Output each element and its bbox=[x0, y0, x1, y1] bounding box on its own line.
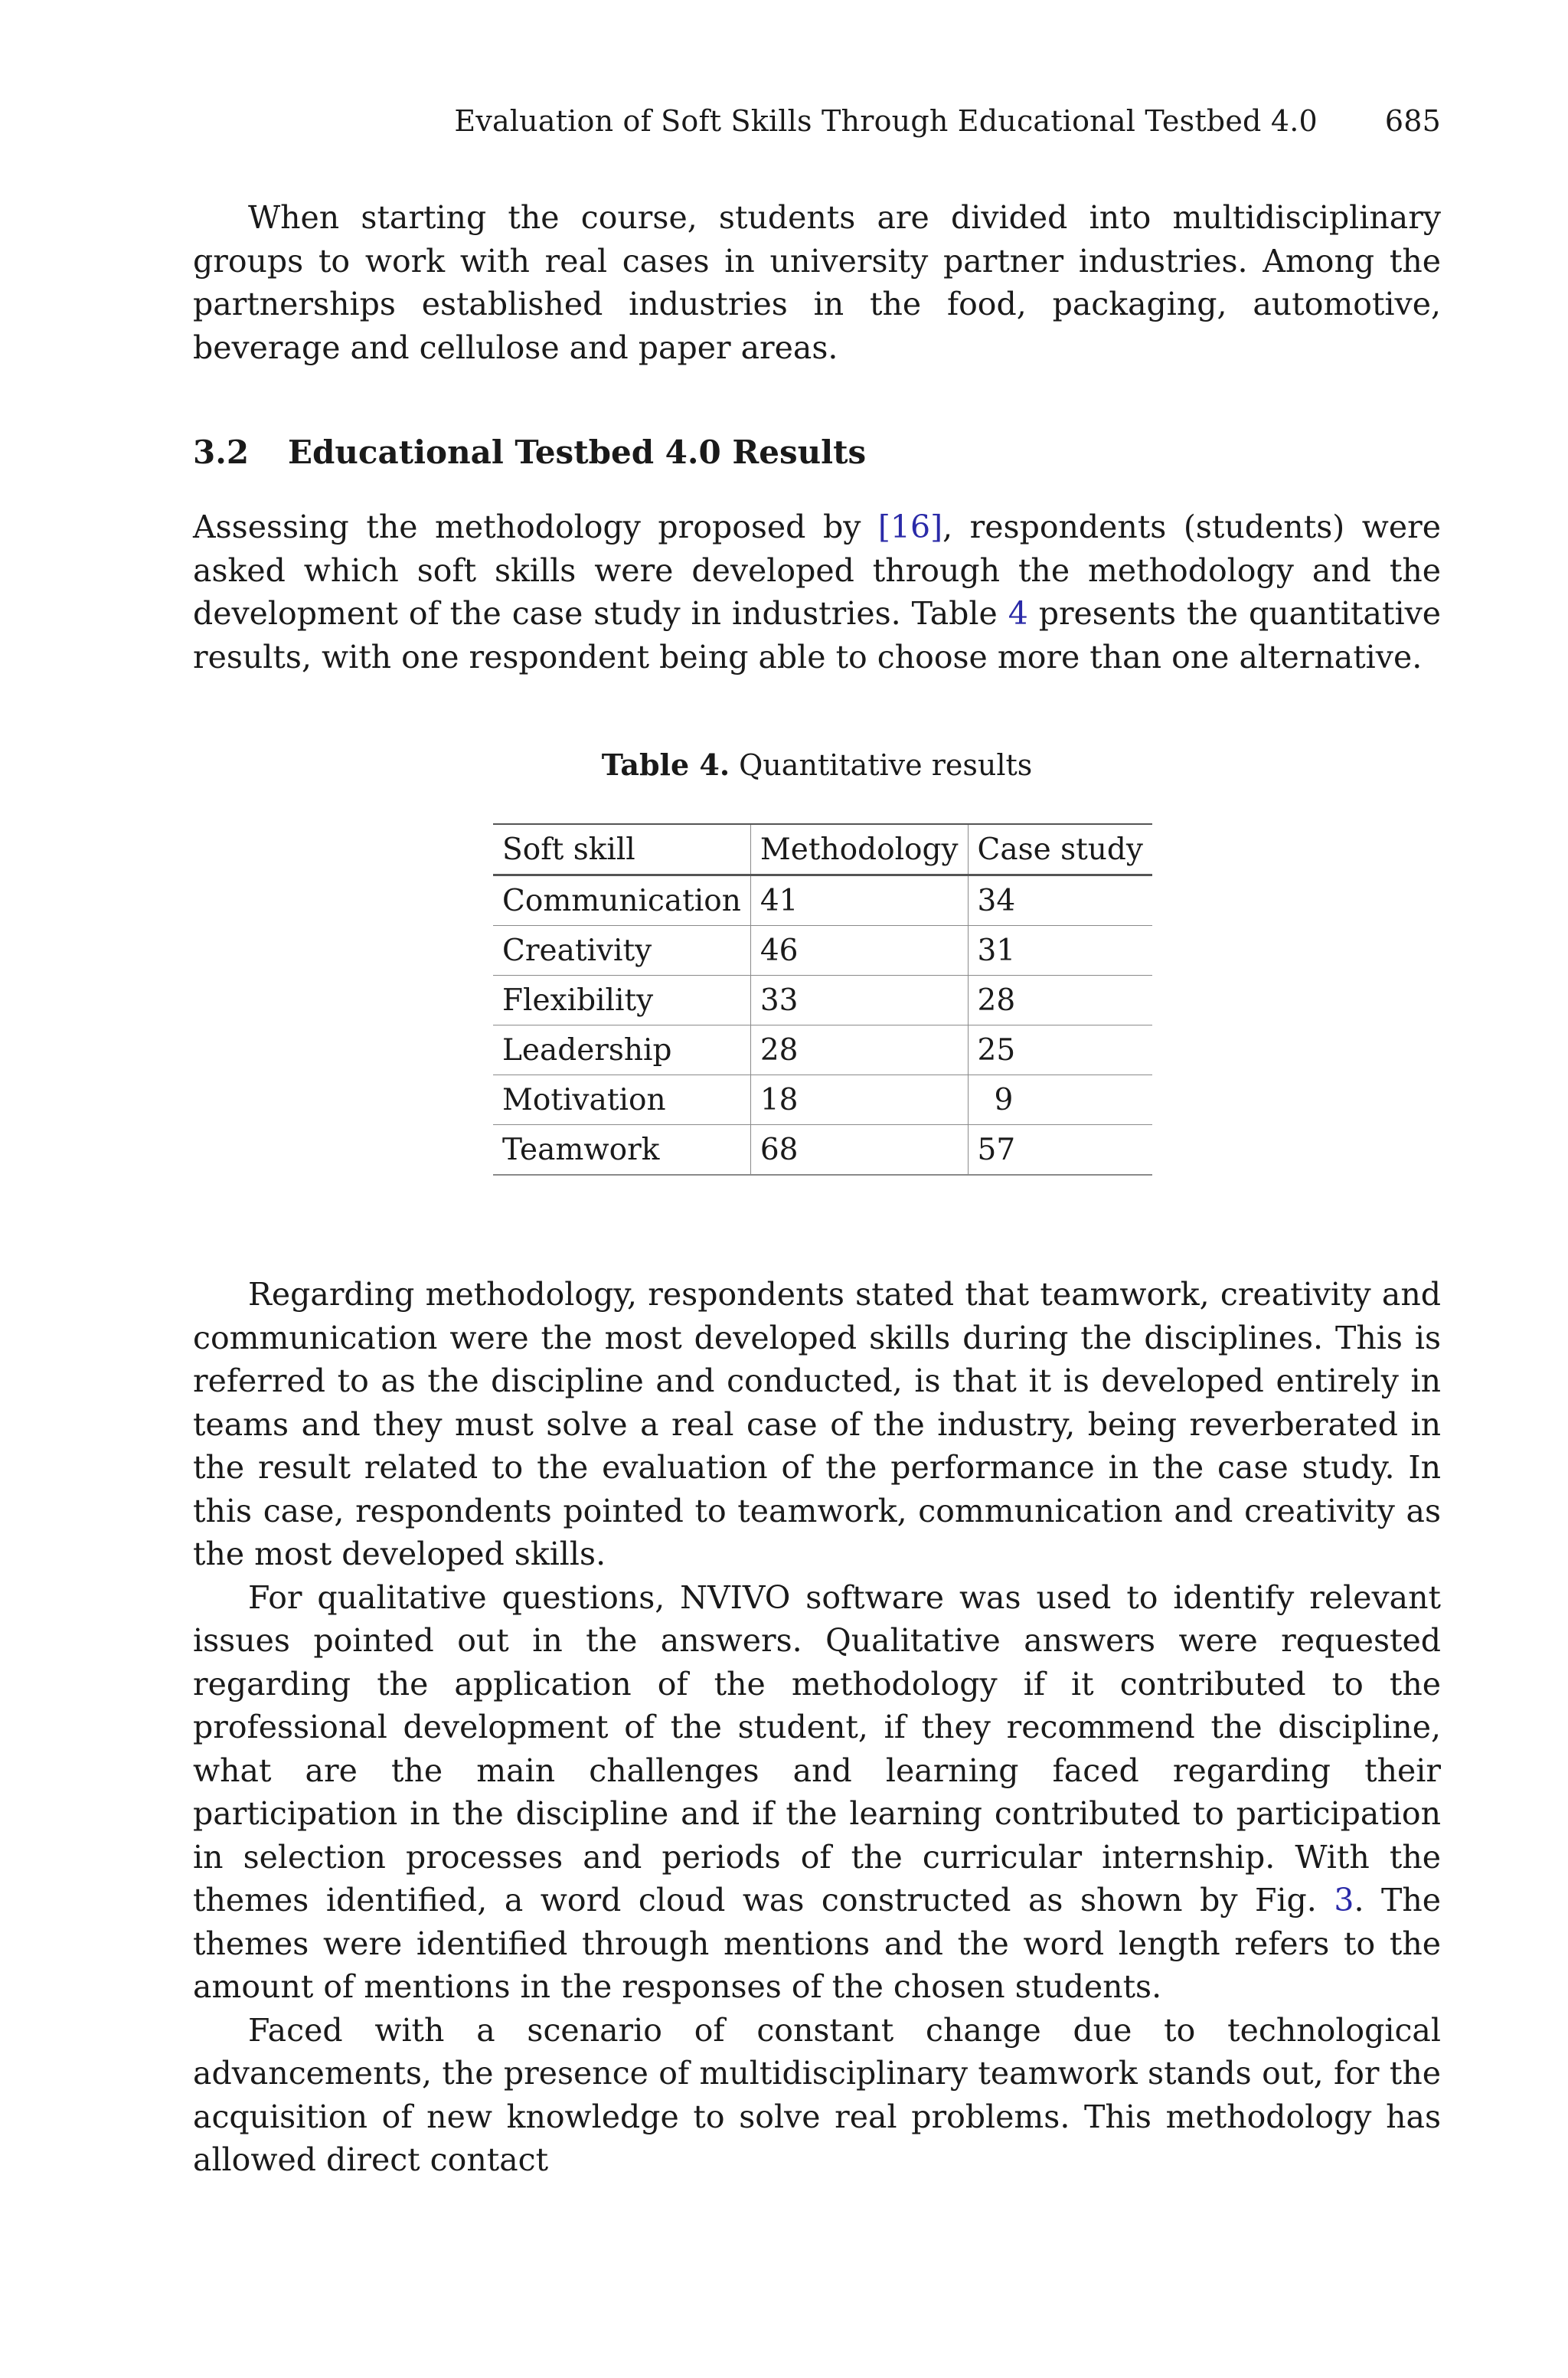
cell-skill: Leadership bbox=[493, 1025, 750, 1075]
section-title: Educational Testbed 4.0 Results bbox=[288, 433, 867, 471]
header-methodology: Methodology bbox=[750, 824, 968, 875]
cell-case-study: 28 bbox=[968, 976, 1152, 1025]
cell-skill: Motivation bbox=[493, 1075, 750, 1125]
cell-case-study: 25 bbox=[968, 1025, 1152, 1075]
figure-reference-link[interactable]: 3 bbox=[1334, 1882, 1354, 1918]
cell-methodology: 46 bbox=[750, 926, 968, 976]
citation-link[interactable]: [16] bbox=[877, 509, 943, 545]
body-paragraph-3: Faced with a scenario of constant change due to technological advancements, the presence of multidisciplinary teamwork stands out, for the acquisition of new knowledge to solve real problems. This methodology has allowed direct contact bbox=[193, 2011, 1441, 2178]
table-reference-link[interactable]: 4 bbox=[1008, 595, 1028, 632]
quantitative-results-table bbox=[493, 823, 1152, 1176]
table-caption-label: Table 4. bbox=[601, 747, 730, 782]
cell-methodology: 28 bbox=[750, 1025, 968, 1075]
cell-methodology: 18 bbox=[750, 1075, 968, 1125]
assess-text-3: presents the quantitative results, with one respondent being able to choose more than one alternative. bbox=[193, 595, 1441, 675]
body-paragraph-2 bbox=[193, 1576, 1441, 2009]
intro-paragraph: When starting the course, students are divided into multidisciplinary groups to work with real cases in university partner industries. Among the partnerships established industries in the food, packaging, automotive, beverage and cellulose and paper areas. bbox=[193, 199, 1441, 366]
body-p2-text-2: . The themes were identified through mentions and the word length refers to the amount of mentions in the responses of the chosen students. bbox=[193, 1882, 1441, 2005]
body-p2-text-1: For qualitative questions, NVIVO software was used to identify relevant issues pointed out in the answers. Qualitative answers were requested regarding the application of the methodology if it contributed to the professional development of the student, if they recommend the discipline, what are the main challenges and learning faced regarding their participation in the discipline and if the learning contributed to participation in selection processes and periods of the curricular internship. With the themes identified, a word cloud was constructed as shown by Fig. bbox=[193, 1578, 1441, 1918]
cell-skill: Teamwork bbox=[493, 1125, 750, 1176]
running-title: Evaluation of Soft Skills Through Educational Testbed 4.0 bbox=[454, 104, 1318, 138]
table-caption-text: Quantitative results bbox=[739, 748, 1033, 782]
table-row bbox=[493, 1025, 1152, 1075]
cell-methodology: 41 bbox=[750, 875, 968, 926]
cell-skill: Flexibility bbox=[493, 976, 750, 1025]
table-header-row bbox=[493, 824, 1152, 875]
table-row bbox=[493, 1075, 1152, 1125]
header-case-study: Case study bbox=[968, 824, 1152, 875]
cell-methodology: 33 bbox=[750, 976, 968, 1025]
table-row bbox=[493, 926, 1152, 976]
cell-methodology: 68 bbox=[750, 1125, 968, 1176]
cell-skill: Creativity bbox=[493, 926, 750, 976]
cell-skill: Communication bbox=[493, 875, 750, 926]
table-caption bbox=[193, 747, 1441, 782]
table-row bbox=[493, 875, 1152, 926]
cell-case-study: 34 bbox=[968, 875, 1152, 926]
cell-case-study: 57 bbox=[968, 1125, 1152, 1176]
assess-text-2: , respondents (students) were asked which soft skills were developed through the methodology and the development of the case study in industries. Table bbox=[193, 509, 1441, 632]
section-heading bbox=[193, 433, 866, 471]
cell-case-study: 31 bbox=[968, 926, 1152, 976]
body-text bbox=[193, 1273, 1441, 2182]
cell-case-study: 9 bbox=[968, 1075, 1152, 1125]
header-soft-skill: Soft skill bbox=[493, 824, 750, 875]
table-row bbox=[493, 976, 1152, 1025]
body-paragraph-1: Regarding methodology, respondents stated that teamwork, creativity and communication were the most developed skills during the disciplines. This is referred to as the discipline and conducted, is that it is developed entirely in teams and they must solve a real case of the industry, being reverberated in the result related to the evaluation of the performance in the case study. In this case, respondents pointed to teamwork, communication and creativity as the most developed skills. bbox=[193, 1276, 1441, 1572]
assess-text-1: Assessing the methodology proposed by bbox=[193, 509, 878, 545]
page-number: 685 bbox=[1384, 104, 1441, 138]
running-header bbox=[454, 104, 1441, 138]
section-number: 3.2 bbox=[193, 433, 250, 471]
table-row bbox=[493, 1125, 1152, 1176]
assess-paragraph bbox=[193, 505, 1441, 679]
